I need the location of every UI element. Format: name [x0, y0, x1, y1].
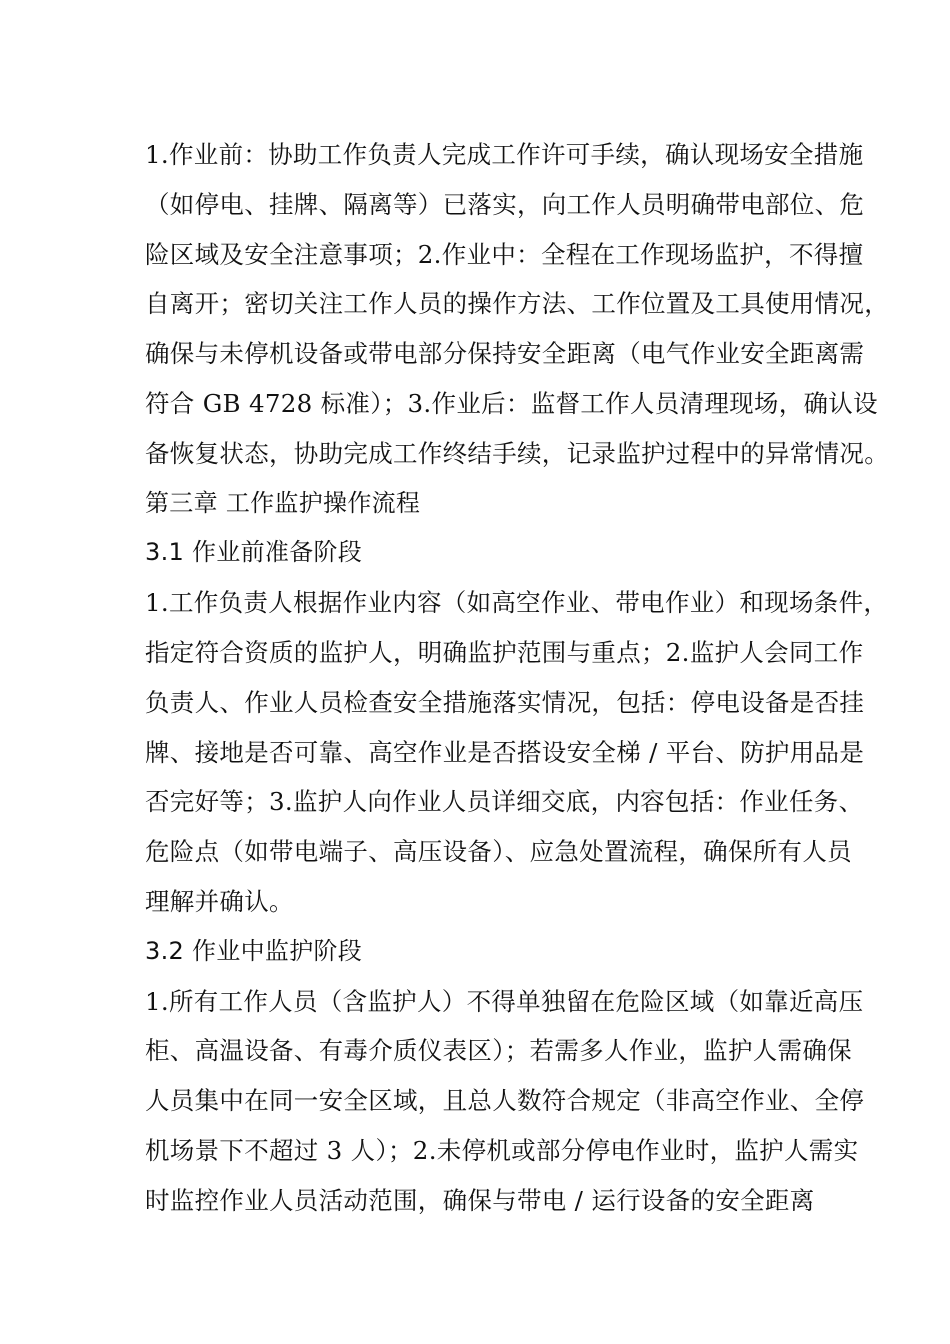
paragraph-line: 确保与未停机设备或带电部分保持安全距离（电气作业安全距离需: [145, 339, 865, 369]
paragraph-line: 1.所有工作人员（含监护人）不得单独留在危险区域（如靠近高压: [145, 986, 864, 1016]
paragraph-line: 1.作业前：协助工作负责人完成工作许可手续，确认现场安全措施: [145, 140, 864, 169]
paragraph-line: 牌、接地是否可靠、高空作业是否搭设安全梯 / 平台、防护用品是: [145, 737, 865, 767]
paragraph-line: 指定符合资质的监护人，明确监护范围与重点；2.监护人会同工作: [145, 637, 864, 667]
paragraph-line: 理解并确认。: [145, 886, 294, 916]
paragraph-line: 时监控作业人员活动范围，确保与带电 / 运行设备的安全距离: [145, 1185, 815, 1215]
paragraph-line: 备恢复状态，协助完成工作终结手续，记录监护过程中的异常情况。: [145, 438, 889, 468]
section-heading: 3.2 作业中监护阶段: [145, 936, 363, 965]
paragraph-line: 符合 GB 4728 标准）；3.作业后：监督工作人员清理现场，确认设: [145, 388, 878, 418]
section-heading: 第三章 工作监护操作流程: [145, 488, 421, 517]
paragraph-line: 人员集中在同一安全区域，且总人数符合规定（非高空作业、全停: [145, 1086, 865, 1116]
paragraph-line: 自离开；密切关注工作人员的操作方法、工作位置及工具使用情况，: [145, 289, 889, 319]
paragraph-line: （如停电、挂牌、隔离等）已落实，向工作人员明确带电部位、危: [145, 189, 865, 219]
document-body: [145, 130, 889, 1226]
section-heading: 3.1 作业前准备阶段: [145, 538, 363, 567]
paragraph-line: 1.工作负责人根据作业内容（如高空作业、带电作业）和现场条件，: [145, 588, 889, 618]
paragraph-line: 险区域及安全注意事项；2.作业中：全程在工作现场监护，不得擅: [145, 239, 864, 269]
paragraph-line: 危险点（如带电端子、高压设备）、应急处置流程，确保所有人员: [145, 837, 852, 867]
paragraph-line: 机场景下不超过 3 人）；2.未停机或部分停电作业时，监护人需实: [145, 1135, 859, 1165]
paragraph-line: 柜、高温设备、有毒介质仪表区）；若需多人作业，监护人需确保: [145, 1036, 852, 1066]
paragraph-line: 负责人、作业人员检查安全措施落实情况，包括：停电设备是否挂: [145, 687, 865, 717]
paragraph-line: 否完好等；3.监护人向作业人员详细交底，内容包括：作业任务、: [145, 787, 864, 817]
